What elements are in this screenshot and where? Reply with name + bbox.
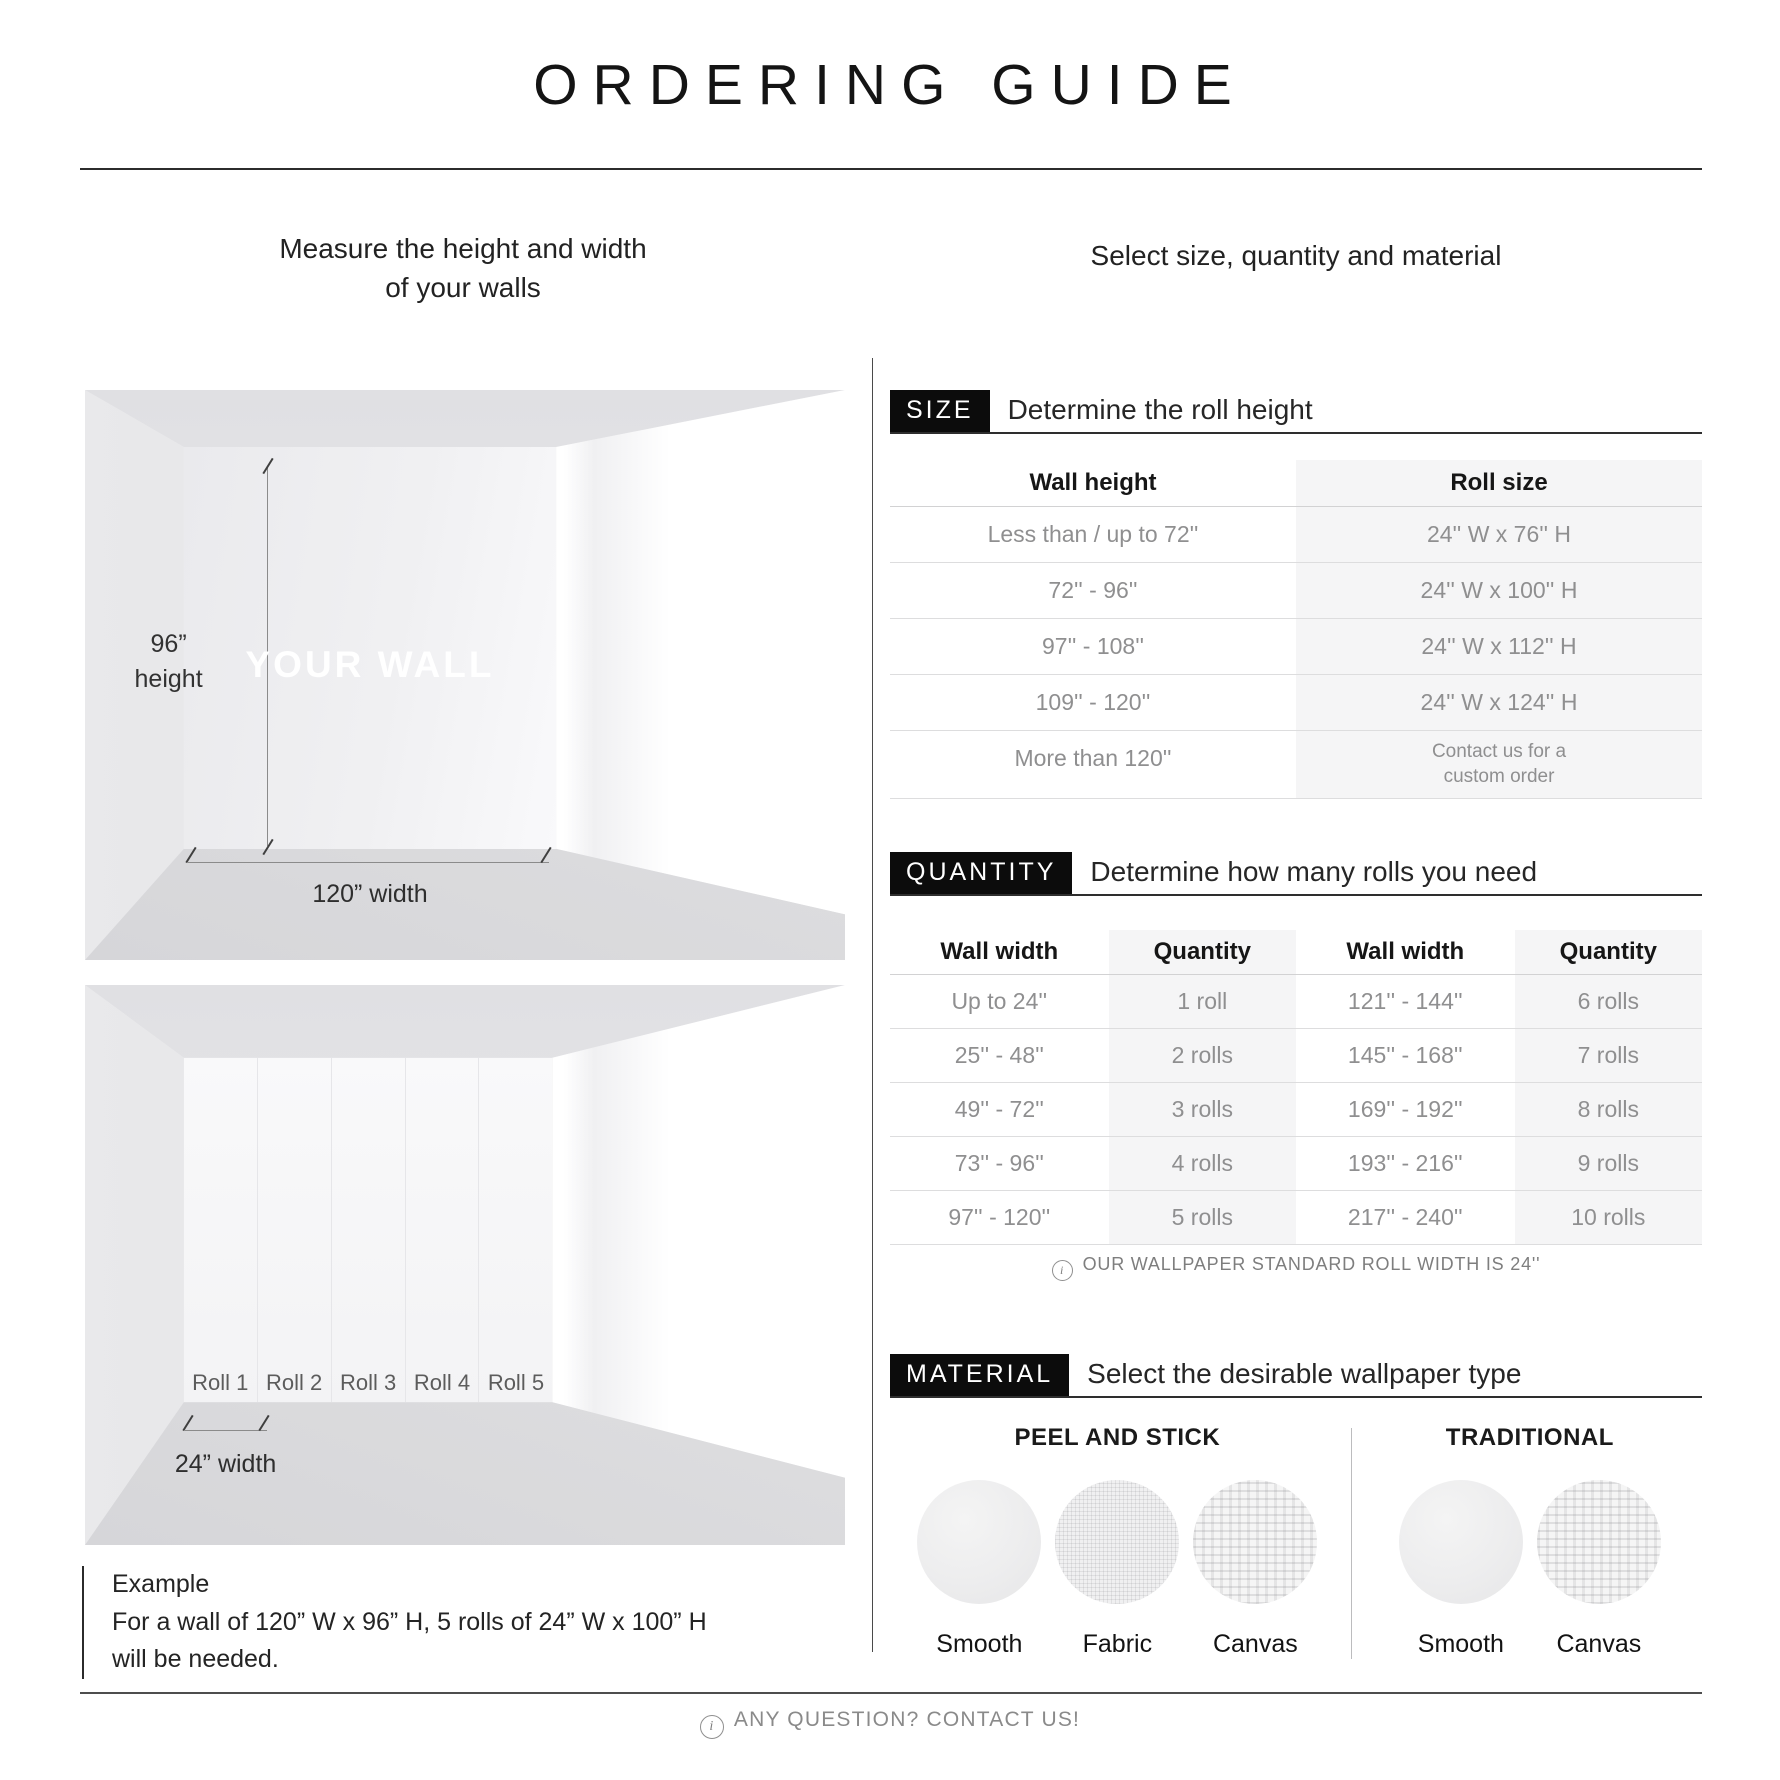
fabric-texture-icon <box>1055 1480 1179 1604</box>
example-line2: will be needed. <box>112 1645 279 1673</box>
roll-size-cell: 24'' W x 76'' H <box>1296 507 1702 562</box>
wall-width-cell: Up to 24'' <box>951 988 1048 1014</box>
quantity-table-header-row <box>890 930 1702 975</box>
quantity-cell: 7 rolls <box>1515 1029 1702 1082</box>
quantity-table-row <box>890 1137 1702 1191</box>
canvas-texture-icon <box>1537 1480 1661 1604</box>
material-swatch-smooth <box>1399 1480 1523 1659</box>
wall-width-cell: 49'' - 72'' <box>954 1096 1044 1122</box>
wall-height-value: 96” <box>150 629 187 658</box>
quantity-table-row <box>890 1029 1702 1083</box>
wall-height-cell: 97'' - 108'' <box>1042 633 1144 659</box>
quantity-cell: 4 rolls <box>1109 1137 1296 1190</box>
roll-width-note-text: OUR WALLPAPER STANDARD ROLL WIDTH IS 24'' <box>1082 1254 1541 1274</box>
wall-width-cell: 97'' - 120'' <box>948 1204 1051 1230</box>
left-heading-line2: of your walls <box>385 271 541 303</box>
material-group-divider <box>1351 1428 1352 1659</box>
wall-width-cell: 217'' - 240'' <box>1347 1204 1463 1230</box>
roll-size-cell: 24'' W x 124'' H <box>1296 675 1702 730</box>
quantity-cell: 10 rolls <box>1515 1191 1702 1244</box>
wall-width-cell: 25'' - 48'' <box>954 1042 1044 1068</box>
wall-height-cell: 109'' - 120'' <box>1035 689 1151 715</box>
material-swatch-canvas <box>1193 1480 1317 1659</box>
quantity-cell: 2 rolls <box>1109 1029 1296 1082</box>
roll-label: Roll 4 <box>413 1370 471 1396</box>
roll-panel <box>406 1058 480 1402</box>
roll-size-cell: 24'' W x 100'' H <box>1296 563 1702 618</box>
material-section-header <box>890 1354 1702 1398</box>
info-icon: i <box>700 1715 724 1739</box>
info-icon: i <box>1052 1260 1073 1281</box>
quantity-cell: 9 rolls <box>1515 1137 1702 1190</box>
roll-panels <box>184 1058 553 1402</box>
material-swatch-smooth <box>917 1480 1041 1659</box>
roll-panel <box>258 1058 332 1402</box>
swatch-label: Smooth <box>936 1630 1023 1658</box>
width-measure-line <box>188 862 549 863</box>
traditional-swatches <box>1358 1480 1702 1659</box>
quantity-table <box>890 930 1702 1245</box>
roll-panel <box>184 1058 258 1402</box>
size-table-header-row <box>890 460 1702 507</box>
size-table-row <box>890 507 1702 563</box>
roll-width-note <box>890 1254 1702 1281</box>
size-table-row <box>890 563 1702 619</box>
wall-width-cell: 73'' - 96'' <box>954 1150 1044 1176</box>
wall-height-cell: More than 120'' <box>1014 745 1172 771</box>
contact-us-cell <box>1296 731 1702 798</box>
material-section-title: Select the desirable wallpaper type <box>1087 1358 1522 1389</box>
peel-and-stick-title: PEEL AND STICK <box>1014 1424 1221 1451</box>
traditional-title: TRADITIONAL <box>1445 1424 1614 1451</box>
quantity-cell: 8 rolls <box>1515 1083 1702 1136</box>
size-badge: SIZE <box>890 390 990 432</box>
swatch-label: Smooth <box>1417 1630 1504 1658</box>
wall-width-cell: 145'' - 168'' <box>1347 1042 1463 1068</box>
roll-width-label: 24” width <box>174 1449 277 1478</box>
material-swatch-canvas <box>1537 1480 1661 1659</box>
right-column-heading: Select size, quantity and material <box>1090 240 1502 271</box>
roll-panel <box>479 1058 552 1402</box>
quantity-cell: 6 rolls <box>1515 975 1702 1028</box>
quantity-table-row <box>890 975 1702 1029</box>
your-wall-label: YOUR WALL <box>245 643 495 685</box>
quantity-header: Quantity <box>1109 930 1296 974</box>
quantity-section-title: Determine how many rolls you need <box>1090 856 1538 887</box>
column-divider <box>872 358 873 1652</box>
roll-label: Roll 3 <box>339 1370 397 1396</box>
contact-line1: Contact us for a <box>1431 741 1567 762</box>
size-table-row <box>890 619 1702 675</box>
canvas-texture-icon <box>1193 1480 1317 1604</box>
example-line1: For a wall of 120” W x 96” H, 5 rolls of 24” W x 100” H <box>112 1607 707 1636</box>
material-badge: MATERIAL <box>890 1354 1069 1396</box>
roll-label: Roll 2 <box>266 1370 323 1396</box>
material-section <box>890 1354 1702 1659</box>
roll-label: Roll 5 <box>487 1370 545 1396</box>
size-table-row <box>890 675 1702 731</box>
roll-label: Roll 1 <box>192 1370 249 1396</box>
left-column-heading <box>80 230 846 307</box>
quantity-cell: 5 rolls <box>1109 1191 1296 1244</box>
wall-width-cell: 121'' - 144'' <box>1347 988 1463 1014</box>
size-section-title: Determine the roll height <box>1007 394 1313 425</box>
quantity-cell: 1 roll <box>1109 975 1296 1028</box>
quantity-table-row <box>890 1083 1702 1137</box>
material-group-traditional <box>1358 1424 1702 1659</box>
size-section <box>890 390 1702 799</box>
quantity-table-row <box>890 1191 1702 1245</box>
wall-width-cell: 193'' - 216'' <box>1347 1150 1463 1176</box>
size-col-wall-height: Wall height <box>1029 469 1157 496</box>
wall-width-cell: 169'' - 192'' <box>1347 1096 1463 1122</box>
page-title: ORDERING GUIDE <box>533 53 1247 117</box>
roll-size-cell: 24'' W x 112'' H <box>1296 619 1702 674</box>
footer-text: ANY QUESTION? CONTACT US! <box>733 1708 1081 1731</box>
quantity-cell: 3 rolls <box>1109 1083 1296 1136</box>
swatch-label: Canvas <box>1556 1630 1642 1658</box>
wall-height-cell: Less than / up to 72'' <box>987 521 1199 547</box>
wall-height-word: height <box>134 664 203 693</box>
swatch-label: Canvas <box>1212 1630 1298 1658</box>
size-table <box>890 460 1702 799</box>
size-col-roll-size: Roll size <box>1296 460 1702 506</box>
room-illustration-measure <box>85 390 845 960</box>
material-groups <box>890 1424 1702 1659</box>
header-divider <box>80 168 1702 170</box>
size-section-header <box>890 390 1702 434</box>
quantity-header: Quantity <box>1515 930 1702 974</box>
footer-divider <box>80 1692 1702 1694</box>
room-illustration-rolls <box>85 985 845 1545</box>
material-swatch-fabric <box>1055 1480 1179 1659</box>
roll-width-measure-line <box>185 1430 267 1431</box>
example-title: Example <box>112 1570 210 1598</box>
roll-panel <box>332 1058 406 1402</box>
quantity-badge: QUANTITY <box>890 852 1072 894</box>
material-group-peel-and-stick <box>890 1424 1345 1659</box>
smooth-texture-icon <box>917 1480 1041 1604</box>
footer-contact <box>0 1708 1780 1739</box>
wall-width-label: 120” width <box>312 880 428 909</box>
example-block <box>82 1566 707 1679</box>
swatch-label: Fabric <box>1082 1630 1153 1658</box>
peel-and-stick-swatches <box>890 1480 1345 1659</box>
wall-width-header: Wall width <box>940 938 1059 965</box>
wall-height-cell: 72'' - 96'' <box>1048 577 1138 603</box>
quantity-section <box>890 852 1702 1245</box>
contact-line2: custom order <box>1443 765 1555 787</box>
left-heading-line1: Measure the height and width <box>279 233 647 264</box>
quantity-section-header <box>890 852 1702 896</box>
size-table-contact-row <box>890 731 1702 799</box>
wall-width-header: Wall width <box>1346 938 1465 965</box>
smooth-texture-icon <box>1399 1480 1523 1604</box>
